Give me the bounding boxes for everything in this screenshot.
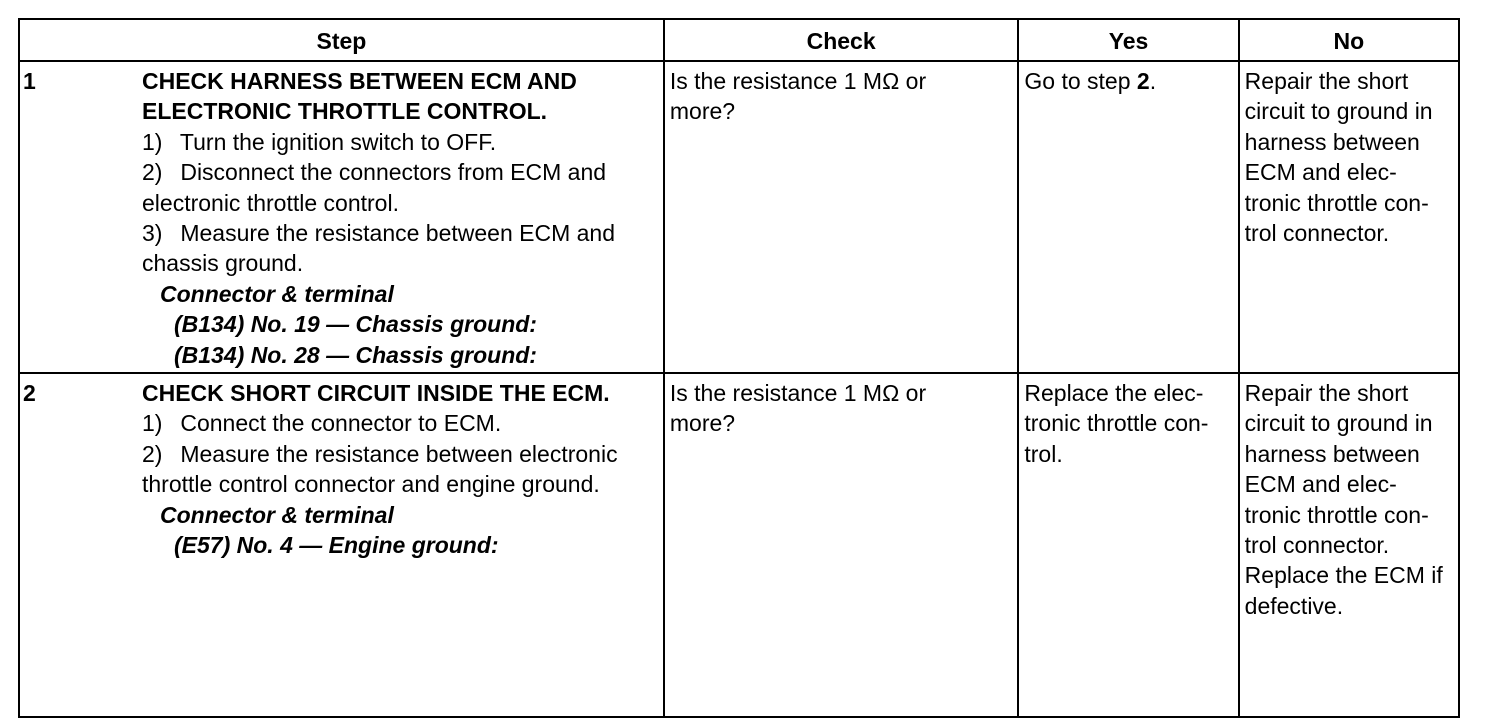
- diagnostic-table: [18, 18, 1460, 718]
- no-text: circuit to ground in: [1244, 98, 1433, 125]
- check-text: Is the resistance 1 MΩ or: [669, 68, 927, 94]
- step-number: 2: [23, 380, 36, 406]
- no-text: circuit to ground in: [1244, 410, 1433, 437]
- yes-text: Replace the elec-: [1024, 380, 1204, 406]
- step-instruction: 3) Measure the resistance between ECM and: [142, 220, 616, 247]
- step-instruction: chassis ground.: [142, 250, 304, 277]
- step-title: CHECK HARNESS BETWEEN ECM AND: [142, 68, 577, 94]
- terminal-spec: (B134) No. 28 — Chassis ground:: [174, 341, 537, 368]
- table-row: [19, 61, 1459, 373]
- terminal-spec: (E57) No. 4 — Engine ground:: [174, 532, 499, 559]
- header-yes: Yes: [1018, 19, 1238, 61]
- no-text: ECM and elec-: [1244, 471, 1397, 498]
- yes-text: tronic throttle con-: [1024, 410, 1209, 437]
- step-title: CHECK SHORT CIRCUIT INSIDE THE ECM.: [142, 380, 610, 406]
- step-body: [142, 62, 663, 370]
- step-body: [142, 374, 663, 560]
- no-text: Replace the ECM if: [1244, 562, 1443, 589]
- yes-cell: [1018, 61, 1238, 373]
- no-text: trol connector.: [1244, 220, 1390, 247]
- step-instruction: throttle control connector and engine ground.: [142, 471, 600, 498]
- no-text: Repair the short: [1244, 380, 1409, 406]
- yes-text: Go to step 2.: [1024, 68, 1157, 94]
- no-text: tronic throttle con-: [1244, 501, 1429, 528]
- no-text: tronic throttle con-: [1244, 189, 1429, 216]
- header-step: Step: [19, 19, 664, 61]
- yes-text: trol.: [1024, 440, 1063, 467]
- no-text: harness between: [1244, 440, 1420, 467]
- header-no: No: [1239, 19, 1459, 61]
- step-number: 1: [23, 68, 36, 94]
- no-text: harness between: [1244, 128, 1420, 155]
- yes-cell: [1018, 373, 1238, 717]
- connector-label: Connector & terminal: [160, 501, 394, 528]
- table-row: [19, 373, 1459, 717]
- step-title: ELECTRONIC THROTTLE CONTROL.: [142, 98, 548, 125]
- check-cell: [664, 61, 1018, 373]
- check-text: more?: [669, 410, 736, 437]
- check-text: more?: [669, 98, 736, 125]
- step-reference: 2: [1136, 68, 1150, 94]
- connector-label: Connector & terminal: [160, 280, 394, 307]
- header-row: [19, 19, 1459, 61]
- step-instruction: 2) Disconnect the connectors from ECM and: [142, 159, 607, 186]
- header-check: Check: [664, 19, 1018, 61]
- step-cell: [19, 61, 664, 373]
- step-instruction: electronic throttle control.: [142, 189, 399, 216]
- no-cell: [1239, 61, 1459, 373]
- terminal-spec: (B134) No. 19 — Chassis ground:: [174, 311, 537, 338]
- step-instruction: 1) Turn the ignition switch to OFF.: [142, 128, 497, 155]
- no-text: ECM and elec-: [1244, 159, 1397, 186]
- step-instruction: 2) Measure the resistance between electronic: [142, 440, 618, 467]
- check-cell: [664, 373, 1018, 717]
- no-cell: [1239, 373, 1459, 717]
- step-cell: [19, 373, 664, 717]
- no-text: defective.: [1244, 592, 1344, 619]
- no-text: Repair the short: [1244, 68, 1409, 94]
- step-instruction: 1) Connect the connector to ECM.: [142, 410, 502, 437]
- check-text: Is the resistance 1 MΩ or: [669, 380, 927, 406]
- no-text: trol connector.: [1244, 532, 1390, 559]
